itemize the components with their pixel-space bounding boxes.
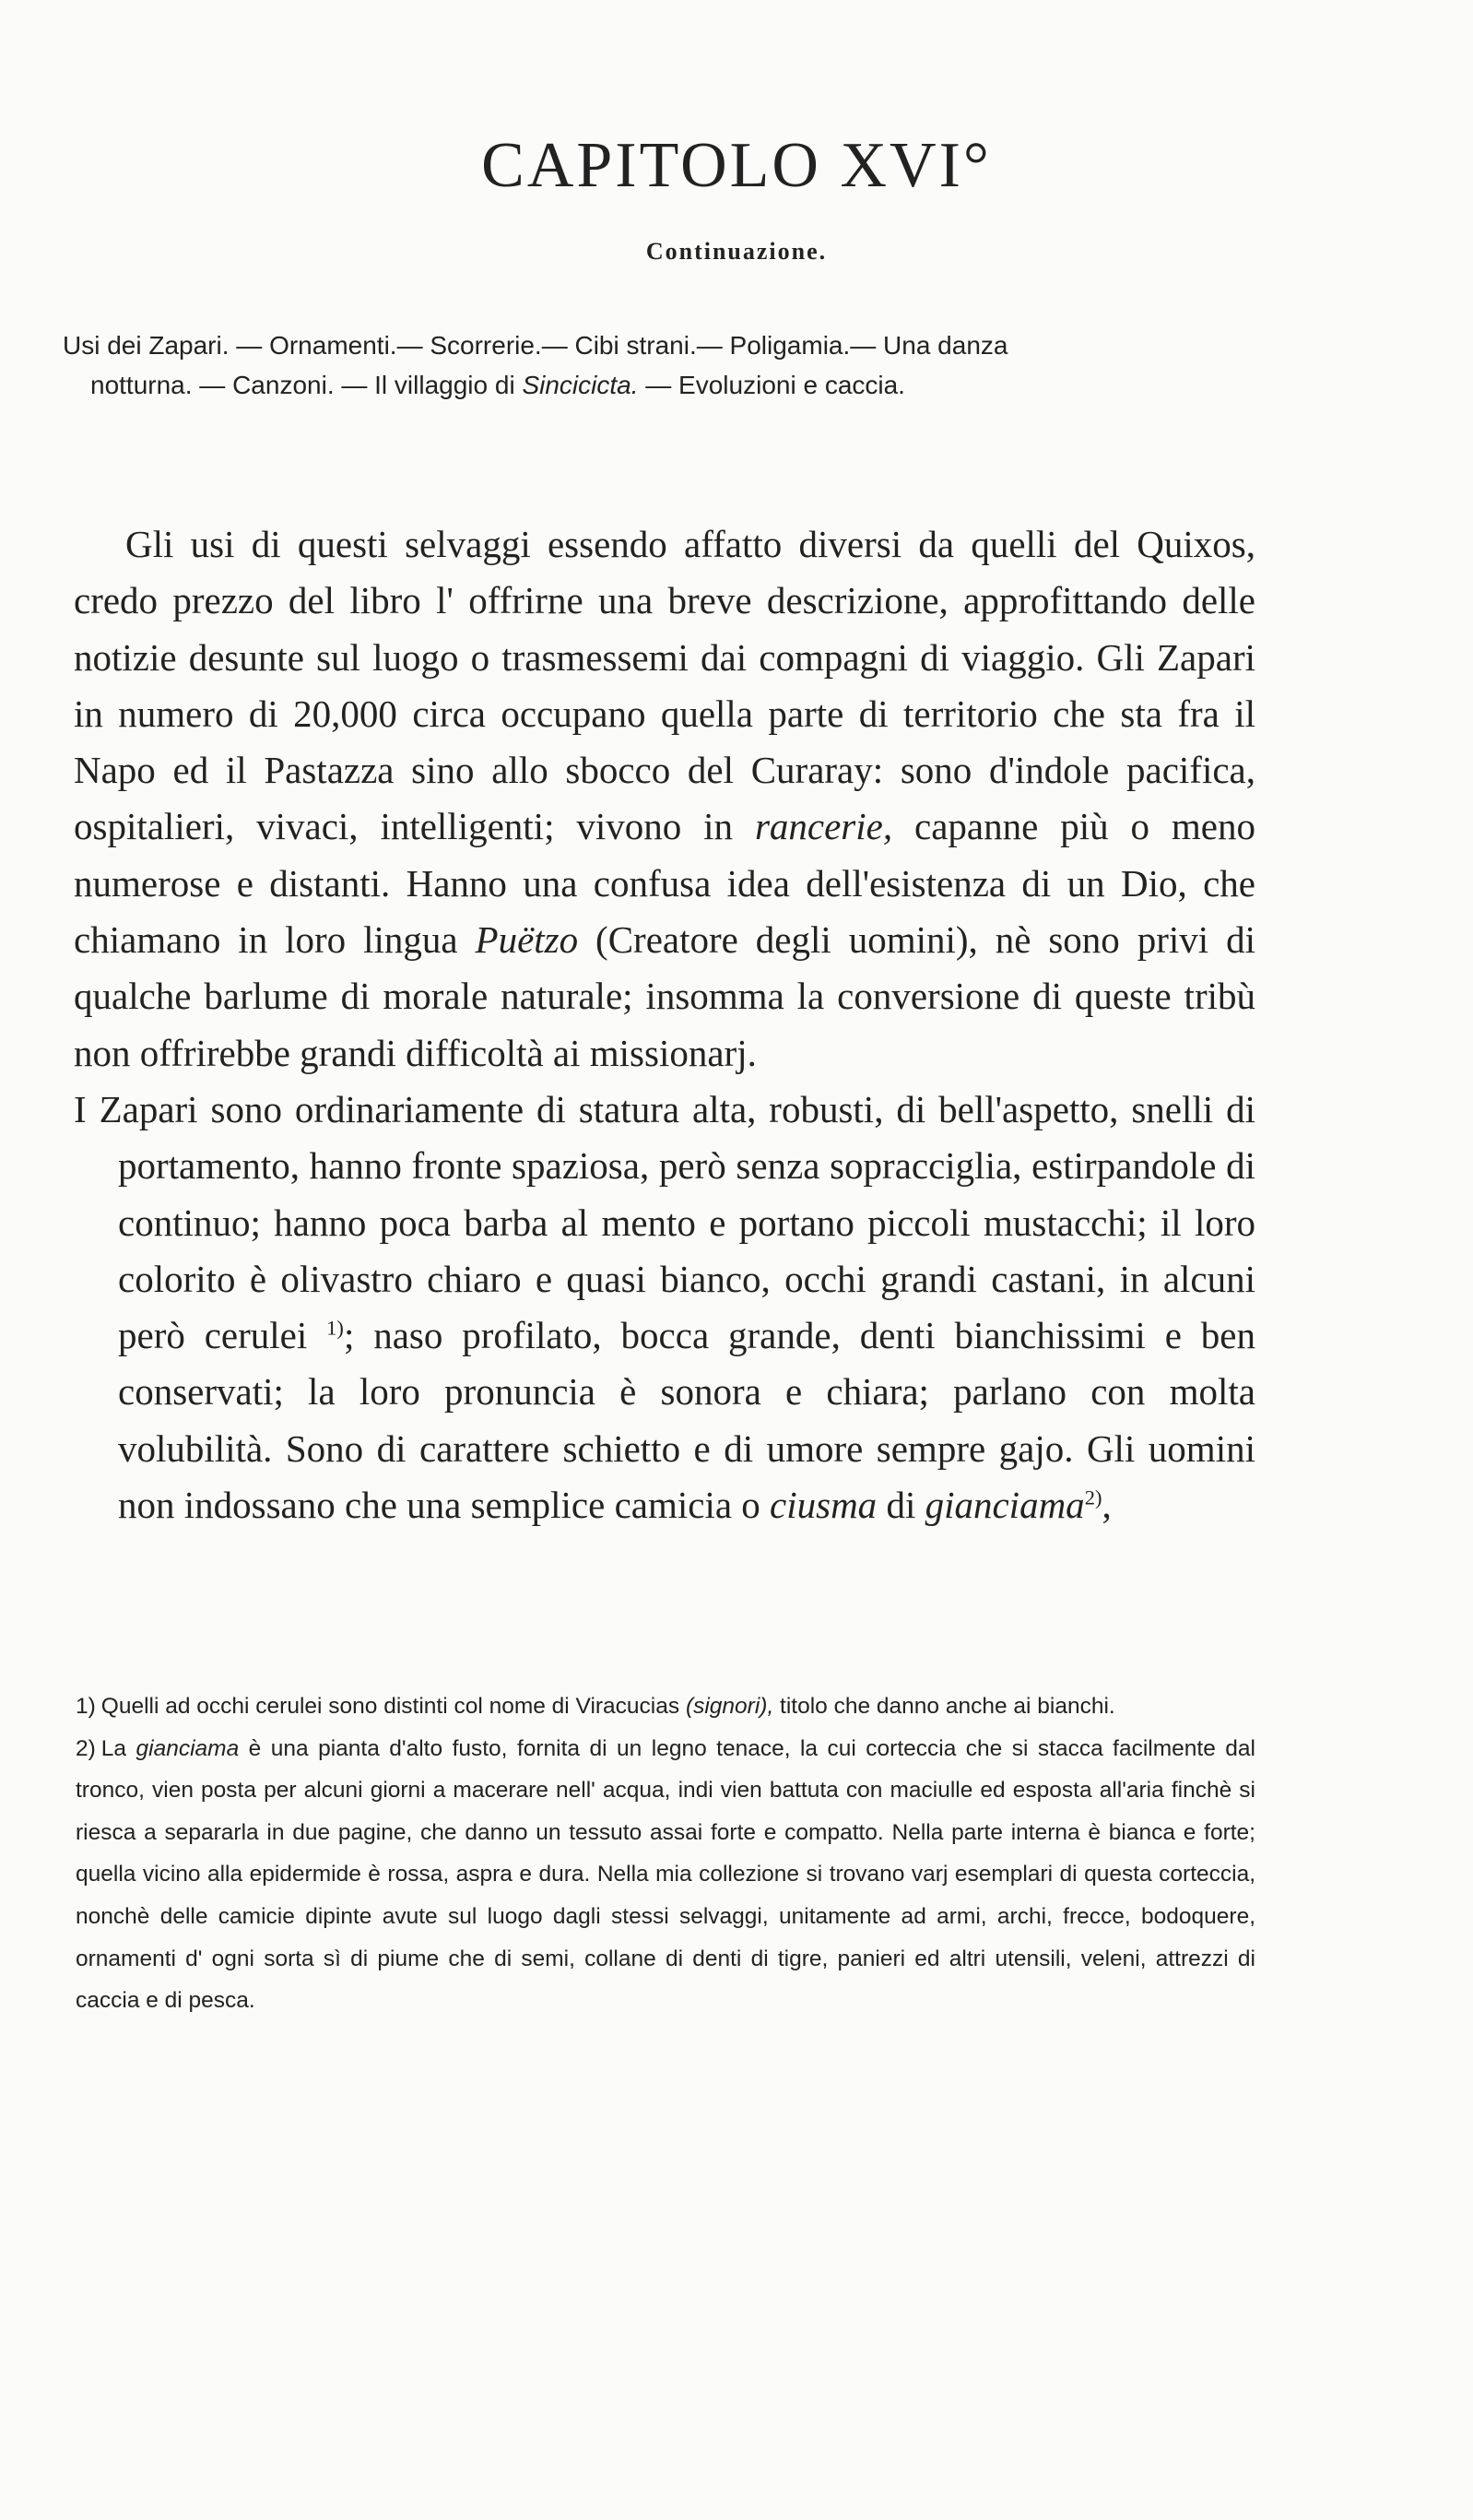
paragraph-text: (Creatore degli uomini), nè sono privi di qualche barlume di morale naturale; insomma la conversione di queste tribù non offrirebbe grandi difficoltà ai missionarj. (74, 918, 1255, 1074)
italic-term: gianciama (925, 1484, 1085, 1527)
footnote-text: è una pianta d'alto fusto, fornita di un legno tenace, la cui corteccia che si stacca facilmente dal tronco, vien posta per alcuni giorni a macerare nell' acqua, indi vien battuta con maciulle ed esposta all'aria finchè si riesca a separarla in due pagine, che danno un tessuto assai forte e compatto. Nella parte interna è bianca e forte; quella vicino alla epidermide è rossa, aspra e dura. Nella mia collezione si trovano varj esemplari di questa corteccia, nonchè delle camicie dipinte avute sul luogo dagli stessi selvaggi, unitamente ad armi, archi, frecce, bodoquere, ornamenti d' ogni sorta sì di piume che di semi, collane di denti di tigre, panieri ed altri utensili, veleni, attrezzi di caccia e di pesca. (76, 1735, 1256, 2014)
chapter-summary (63, 325, 1255, 405)
footnote-text: titolo che danno anche ai bianchi. (773, 1694, 1115, 1719)
footnote-2 (76, 1728, 1255, 2022)
footnote-number: 2) (76, 1735, 96, 1761)
summary-text: — Evoluzioni e caccia. (638, 371, 905, 399)
summary-line-2 (66, 365, 1255, 405)
paragraph-2 (74, 1082, 1255, 1533)
chapter-subtitle: Continuazione. (645, 238, 828, 265)
footnote-text: Quelli ad occhi cerulei sono distinti col nome di Viracucias (100, 1694, 686, 1719)
footnote-number: 1) (76, 1694, 96, 1719)
footnotes (76, 1686, 1255, 2022)
paragraph-text: ; naso profilato, bocca grande, denti bianchissimi e ben conservati; la loro pronuncia è sonora e chiara; parlano con molta volubilità. Sono di carattere schietto e di umore sempre gajo. Gli uomini non indossano che una semplice camicia o (118, 1314, 1255, 1527)
paragraph-text: di (877, 1484, 925, 1527)
paragraph-text: Gli usi di questi selvaggi essendo affatto diversi da quelli del Quixos, credo prezzo del libro l' offrirne una breve descrizione, approfittando delle notizie desunte sul luogo o trasmessemi dai compagni di viaggio. Gli Zapari in numero di 20,000 circa occupano quella parte di territorio che sta fra il Napo ed il Pastazza sino allo sbocco del Curaray: sono d'indole pacifica, ospitalieri, vivaci, intelligenti; vivono in (74, 523, 1255, 848)
paragraph-text: capanne più o meno numerose e distanti. Hanno una confusa idea dell'esistenza di un Dio, che chiamano in loro lingua (74, 805, 1255, 962)
summary-italic-place: Sincicicta. (522, 371, 639, 399)
footnote-text: La (100, 1735, 136, 1761)
footnote-1 (76, 1686, 1255, 1728)
paragraph-lead: I Zapari (74, 1087, 198, 1130)
paragraph-1 (74, 516, 1255, 1082)
footnote-italic: (signori), (685, 1694, 774, 1719)
footnote-italic: gianciama (136, 1735, 240, 1761)
italic-term: ciusma (770, 1484, 878, 1527)
footnote-ref-1[interactable]: 1) (326, 1316, 344, 1340)
italic-term: rancerie, (754, 805, 893, 848)
paragraph-text: sono ordinariamente di statura alta, robusti, di bell'aspetto, snelli di portamento, hanno fronte spaziosa, però senza sopracciglia, estirpandole di continuo; hanno poca barba al mento e portano piccoli mustacchi; il loro colorito è olivastro chiaro e quasi bianco, occhi grandi castani, in alcuni però cerulei (118, 1087, 1255, 1357)
paragraph-text: , (1102, 1484, 1112, 1527)
summary-text: notturna. — Canzoni. — Il villaggio di (90, 371, 523, 399)
footnote-ref-2[interactable]: 2) (1084, 1485, 1102, 1509)
summary-line-1: Usi dei Zapari. — Ornamenti.— Scorrerie.— Cibi strani.— Poligamia.— Una danza (63, 331, 1008, 360)
chapter-title: CAPITOLO XVI° (481, 130, 992, 201)
italic-term: Puëtzo (475, 918, 579, 962)
main-text (74, 516, 1255, 1533)
